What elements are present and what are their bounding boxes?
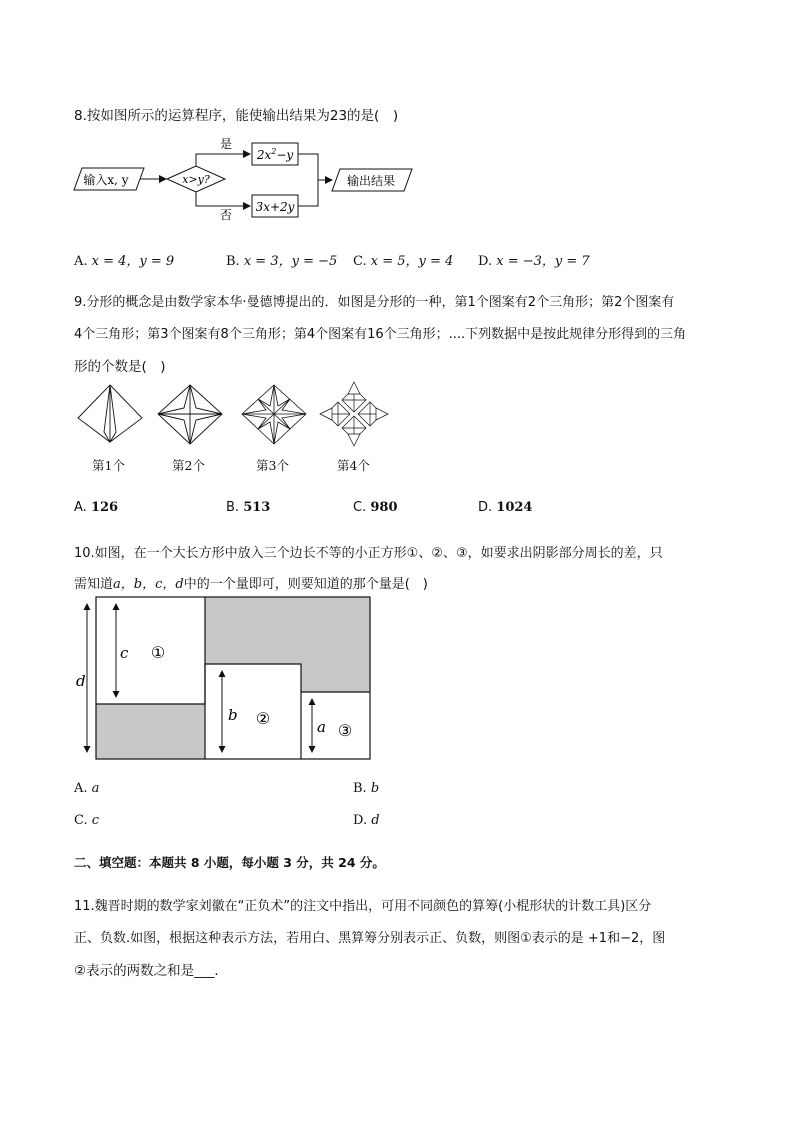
q8-option-b[interactable]: B. x = 3，y = −5 [226,254,338,269]
flow-no-label: 否 [219,208,233,222]
q9-option-a[interactable]: A. 126 [74,500,119,515]
q10-option-a[interactable]: A. a [74,781,100,796]
label-circle-2: ② [255,709,271,728]
q10-line-1: 10.如图，在一个大长方形中放入三个边长不等的小正方形①、②、③，如要求出阴影部分周长的差，只 [74,546,663,561]
fractal-figure-2 [158,385,222,444]
q9-line-3: 形的个数是( ) [74,359,166,375]
q9-line-2: 4个三角形；第3个图案有8个三角形；第4个图案有16个三角形；....下列数据中是按此规律分形得到的三角 [74,327,687,342]
shaded-region-top-right [205,597,370,692]
flow-arrow-no [196,192,250,206]
q11-line-1: 11.魏晋时期的数学家刘徽在“正负术”的注文中指出，可用不同颜色的算筹(小棍形状的计数工具)区分 [74,899,652,914]
q9-option-d[interactable]: D. 1024 [478,500,533,515]
fractal-figure-4 [320,382,388,446]
flow-no-expr: 3x+2y [255,200,295,214]
flow-output-label: 输出结果 [346,174,396,188]
q11-line-2: 正、负数.如图，根据这种表示方法，若用白、黑算筹分别表示正、负数，则图①表示的是 +1和−2，图 [74,931,666,946]
q10-rectangle-figure [68,594,378,764]
q8-option-d[interactable]: D. x = −3，y = 7 [478,254,590,269]
label-a: a [317,718,326,736]
q10-option-b[interactable]: B. b [353,781,380,796]
label-circle-3: ③ [337,721,353,740]
q8-option-c[interactable]: C. x = 5，y = 4 [353,254,454,269]
q9-caption-1: 第1个 [92,458,125,473]
q8-flowchart [70,132,420,222]
label-c: c [120,644,129,662]
q8-option-a[interactable]: A. x = 4，y = 9 [74,254,175,269]
flow-condition-label: x>y? [182,173,210,186]
label-circle-1: ① [150,643,166,662]
q10-line-2: 需知道a，b，c，d中的一个量即可，则要知道的那个量是( ) [74,577,428,592]
q9-caption-2: 第2个 [172,458,205,473]
label-d: d [76,672,86,690]
flow-input-label: 输入x, y [83,173,129,187]
flow-yes-expr: $2x^2-y$ [256,147,294,162]
flow-yes-label: 是 [219,137,233,151]
q10-option-c[interactable]: C. c [74,813,100,828]
q8-stem: 8.按如图所示的运算程序，能使输出结果为23的是( ) [74,108,399,124]
fractal-figure-1 [78,385,142,442]
q9-option-b[interactable]: B. 513 [226,500,271,515]
fractal-figure-3 [242,385,306,444]
q9-line-1: 9.分形的概念是由数学家本华·曼德博提出的．如图是分形的一种，第1个图案有2个三角形；第2个图案有 [74,295,675,310]
q11-line-3: ②表示的两数之和是___． [74,963,228,979]
square-2 [205,664,301,759]
q9-fractal-figures [70,380,400,450]
label-b: b [228,706,238,724]
q9-caption-3: 第3个 [256,458,289,473]
q9-option-c[interactable]: C. 980 [353,500,398,515]
flow-arrow-yes [196,154,250,166]
shaded-region-bottom-left [96,704,205,759]
q9-caption-4: 第4个 [337,458,370,473]
q10-option-d[interactable]: D. d [353,813,380,828]
section-heading-fill-in: 二、填空题：本题共 8 小题，每小题 3 分，共 24 分。 [74,855,385,870]
